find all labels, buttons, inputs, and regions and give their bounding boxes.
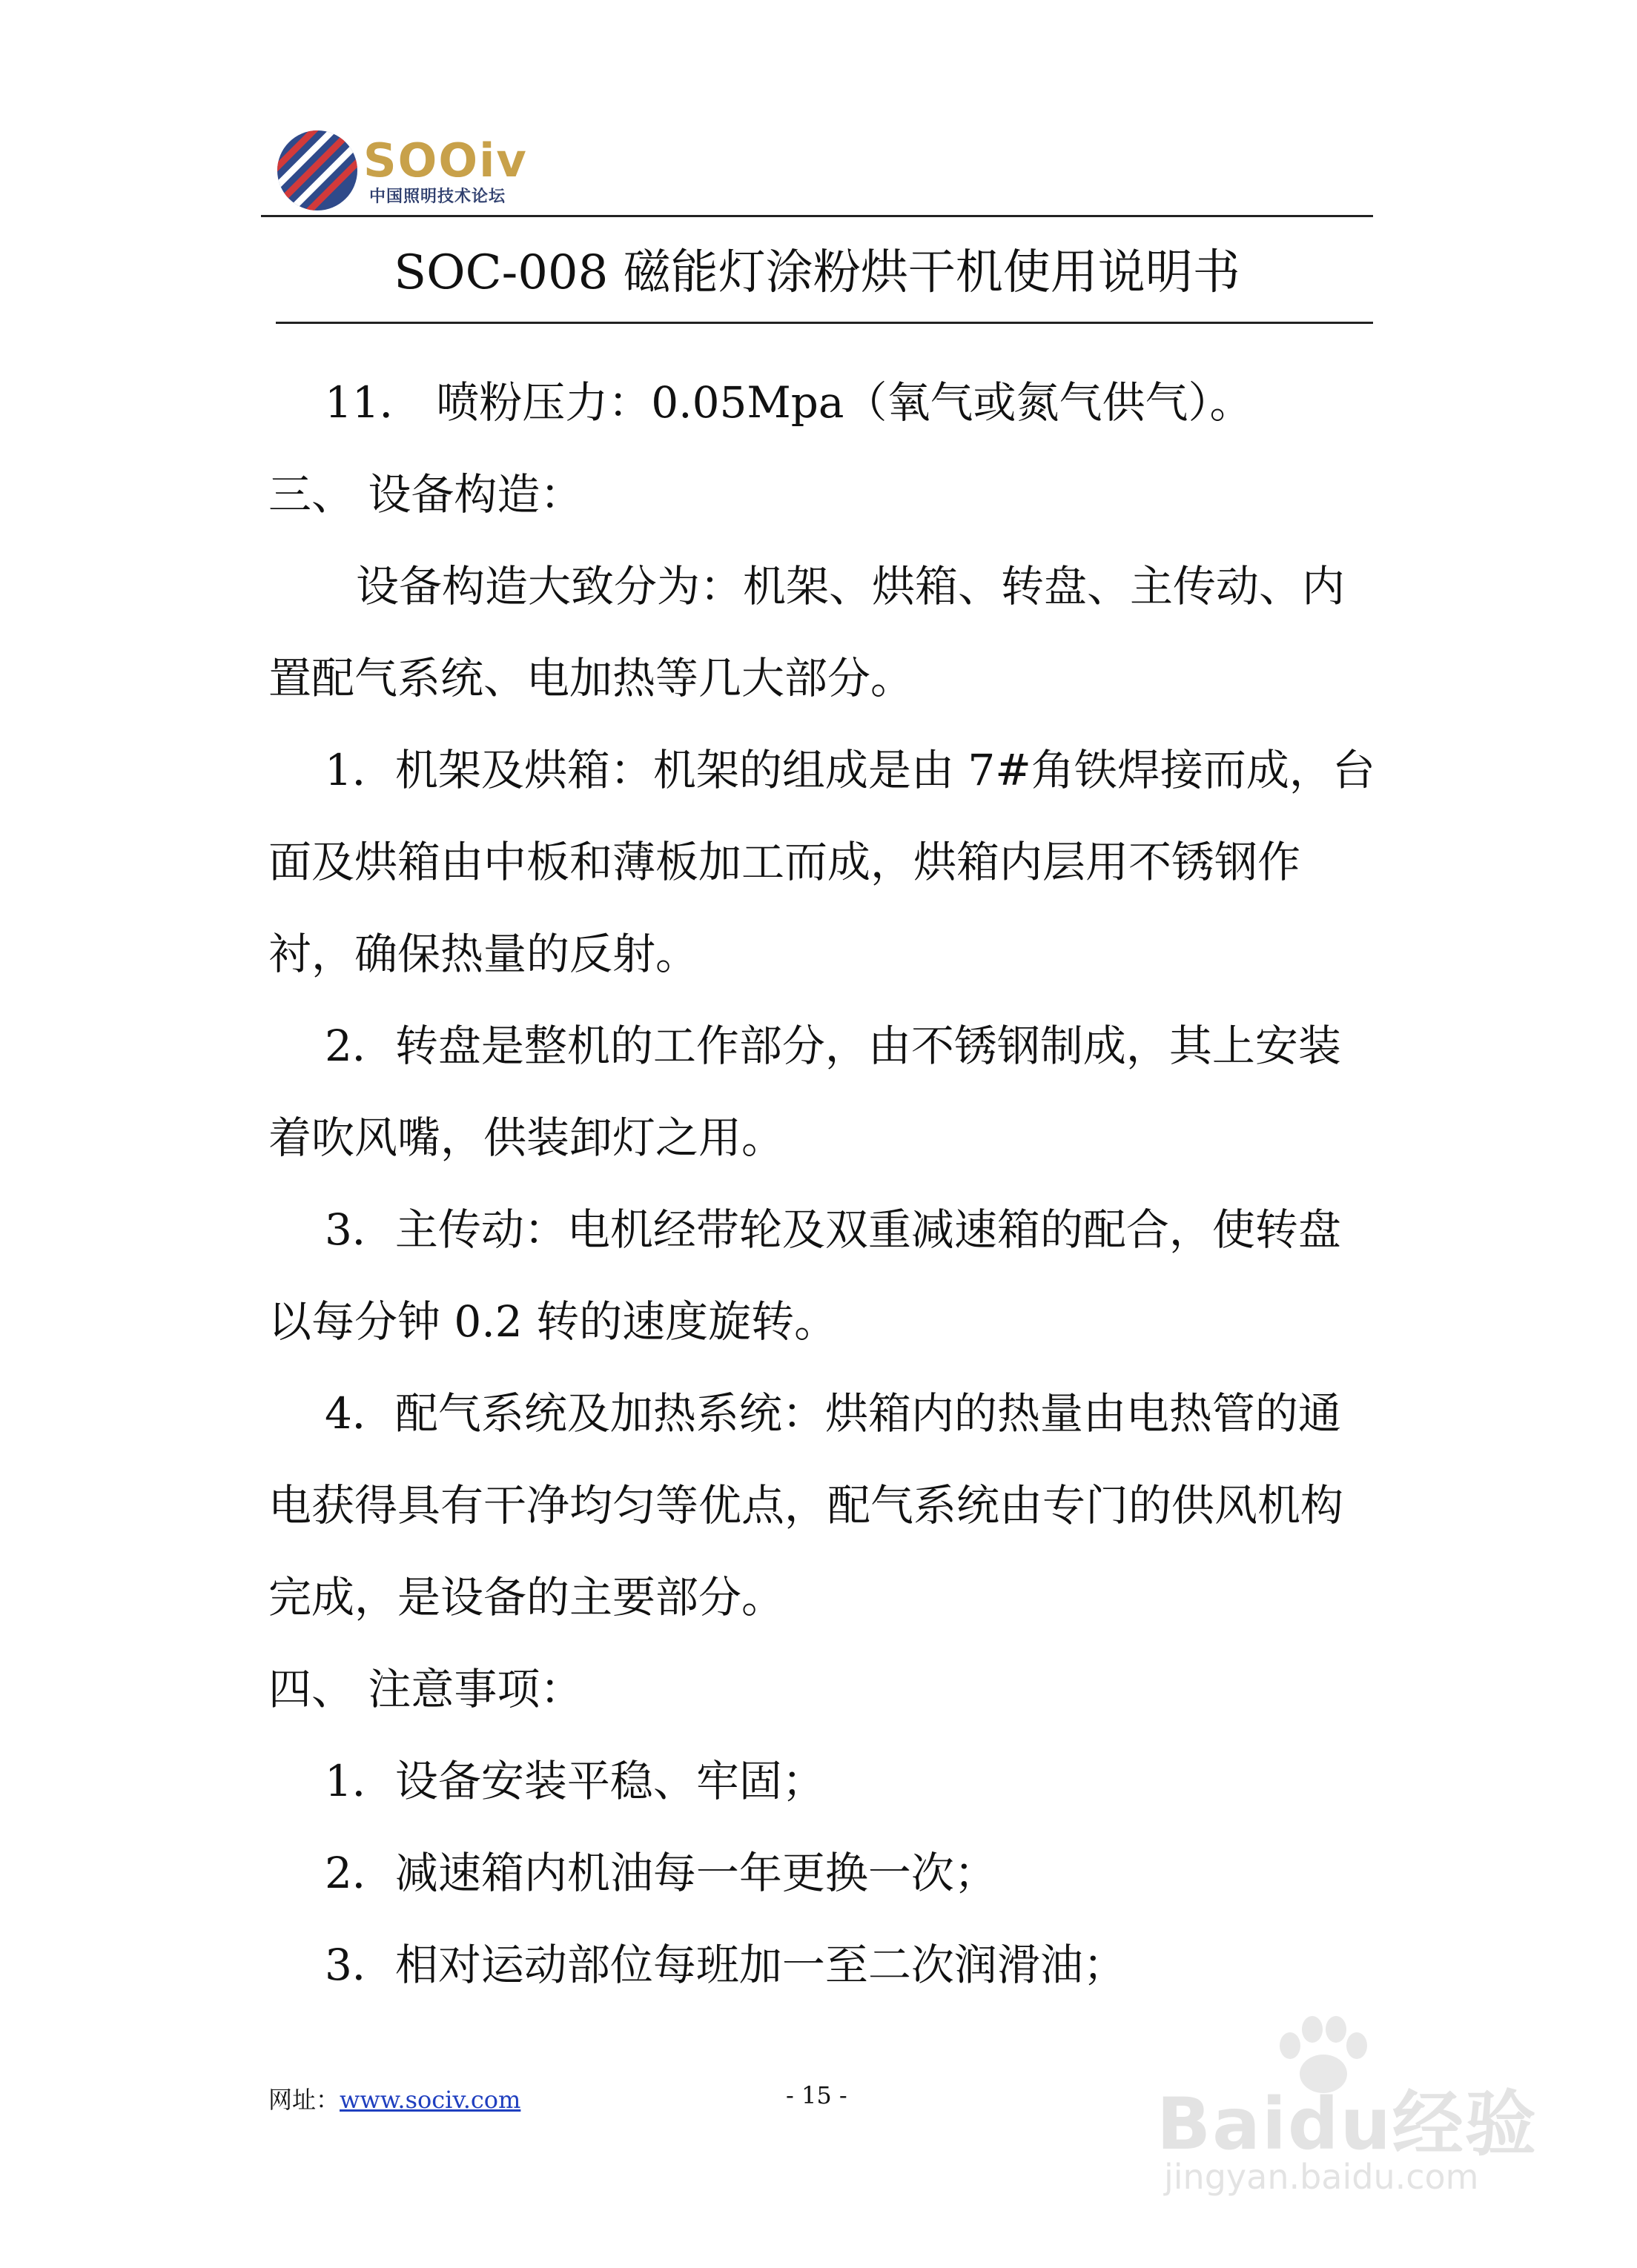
body-line: 完成，是设备的主要部分。 [268, 1572, 785, 1622]
footer-label: 网址： [268, 2086, 340, 2114]
header-rule-bottom [276, 322, 1373, 324]
body-line: 以每分钟 0.2 转的速度旋转。 [268, 1296, 838, 1347]
logo-emblem-icon [276, 129, 359, 212]
logo-text: SOOiv [363, 133, 528, 188]
body-line: 1．设备安装平稳、牢固； [325, 1756, 825, 1806]
site-logo [276, 126, 543, 215]
footer-link[interactable]: www.sociv.com [340, 2086, 521, 2114]
section-heading: 四、 注意事项： [268, 1664, 583, 1714]
footer-url [268, 2081, 520, 2115]
body-line: 着吹风嘴，供装卸灯之用。 [268, 1113, 785, 1163]
body-line: 面及烘箱由中板和薄板加工而成，烘箱内层用不锈钢作 [268, 837, 1301, 887]
body-line: 1．机架及烘箱：机架的组成是由 7#角铁焊接而成，台 [325, 745, 1375, 795]
body-line: 2．减速箱内机油每一年更换一次； [325, 1848, 997, 1898]
body-line: 3．主传动：电机经带轮及双重减速箱的配合，使转盘 [325, 1204, 1341, 1255]
watermark-text: Baidu经验 [1157, 2083, 1538, 2166]
body-line: 3．相对运动部位每班加一至二次润滑油； [325, 1940, 1126, 1990]
body-line: 置配气系统、电加热等几大部分。 [268, 653, 914, 703]
watermark-url: jingyan.baidu.com [1164, 2157, 1479, 2197]
body-line: 设备构造大致分为：机架、烘箱、转盘、主传动、内 [356, 561, 1346, 611]
body-line: 4．配气系统及加热系统：烘箱内的热量由电热管的通 [325, 1388, 1341, 1439]
body-line: 电获得具有干净均匀等优点，配气系统由专门的供风机构 [268, 1480, 1344, 1531]
body-line: 2．转盘是整机的工作部分，由不锈钢制成，其上安装 [325, 1021, 1341, 1071]
logo-subtitle: 中国照明技术论坛 [369, 188, 506, 206]
document-title: SOC-008 磁能灯涂粉烘干机使用说明书 [394, 245, 1240, 300]
body-line: 衬，确保热量的反射。 [268, 929, 699, 979]
section-heading: 三、 设备构造： [268, 469, 583, 520]
header-rule-top [261, 215, 1373, 217]
page-number: - 15 - [786, 2081, 847, 2109]
watermark [1157, 2016, 1572, 2209]
body-line: 11． 喷粉压力：0.05Mpa（氧气或氮气供气）。 [325, 377, 1253, 428]
